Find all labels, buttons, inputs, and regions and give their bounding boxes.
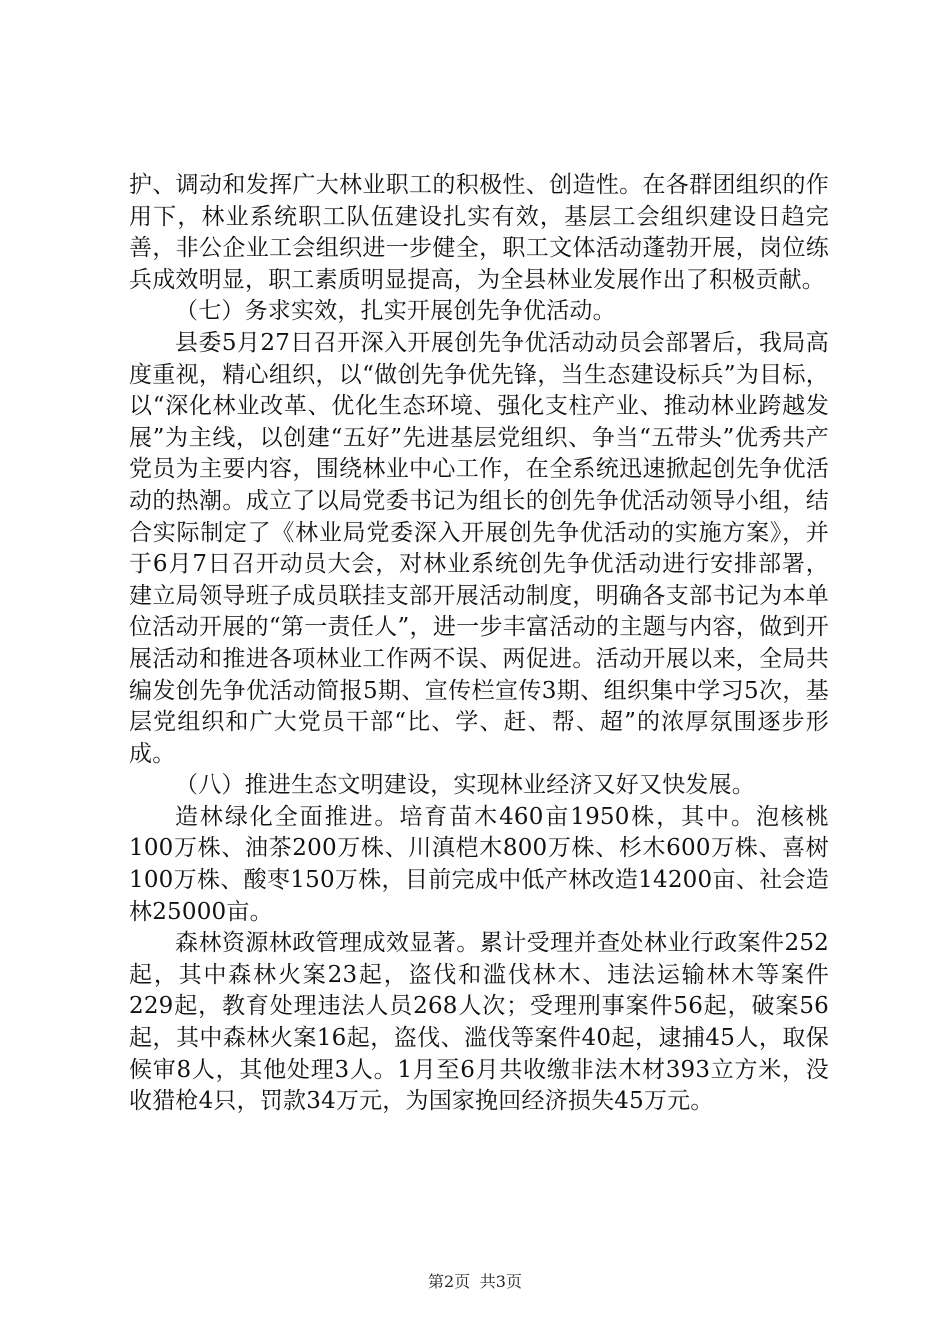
page-total: 共3页: [479, 1272, 522, 1291]
page-number: 第2页: [428, 1272, 471, 1291]
paragraph-3: 县委5月27日召开深入开展创先争优活动动员会部署后，我局高度重视，精心组织，以“做创先争优先锋，当生态建设标兵”为目标，以“深化林业改革、优化生态环境、强化支柱产业、推动林业跨越发展”为主线，以创建“五好”先进基层党组织、争当“五带头”优秀共产党员为主要内容，围绕林业中心工作，在全系统迅速掀起创先争优活动的热潮。成立了以局党委书记为组长的创先争优活动领导小组，结合实际制定了《林业局党委深入开展创先争优活动的实施方案》，并于6月7日召开动员大会，对林业系统创先争优活动进行安排部署，建立局领导班子成员联挂支部开展活动制度，明确各支部书记为本单位活动开展的“第一责任人”，进一步丰富活动的主题与内容，做到开展活动和推进各项林业工作两不误、两促进。活动开展以来，全局共编发创先争优活动简报5期、宣传栏宣传3期、组织集中学习5次，基层党组织和广大党员干部“比、学、赶、帮、超”的浓厚氛围逐步形成。: [129, 329, 829, 767]
document-body: [129, 170, 829, 1118]
paragraph-5: 造林绿化全面推进。培育苗木460亩1950株，其中。泡核桃100万株、油茶200万株、川滇桤木800万株、杉木600万株、喜树100万株、酸枣150万株，目前完成中低产林改造14200亩、社会造林25000亩。: [129, 803, 829, 925]
paragraph-6: 森林资源林政管理成效显著。累计受理并查处林业行政案件252起，其中森林火案23起，盗伐和滥伐林木、违法运输林木等案件229起，教育处理违法人员268人次；受理刑事案件56起，破案56起，其中森林火案16起，盗伐、滥伐等案件40起，逮捕45人，取保候审8人，其他处理3人。1月至6月共收缴非法木材393立方米，没收猎枪4只，罚款34万元，为国家挽回经济损失45万元。: [129, 930, 829, 1115]
section-heading-8: （八）推进生态文明建设，实现林业经济又好又快发展。: [175, 772, 755, 799]
section-heading-7: （七）务求实效，扎实开展创先争优活动。: [175, 298, 616, 325]
paragraph-1: 护、调动和发挥广大林业职工的积极性、创造性。在各群团组织的作用下，林业系统职工队伍建设扎实有效，基层工会组织建设日趋完善，非公企业工会组织进一步健全，职工文体活动蓬勃开展，岗位练兵成效明显，职工素质明显提高，为全县林业发展作出了积极贡献。: [129, 172, 829, 293]
page-footer: [0, 1272, 950, 1292]
